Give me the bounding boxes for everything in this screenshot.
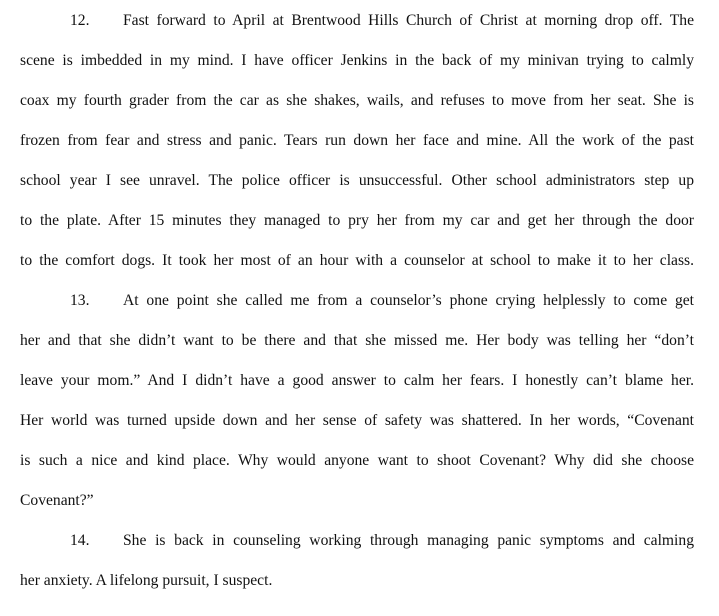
paragraph-13-line-5: is such a nice and kind place. Why would anyone want to shoot Covenant? Why did she choose [20, 452, 694, 469]
paragraph-13-line-4: Her world was turned upside down and her sense of safety was shattered. In her words, “Covenant [20, 412, 694, 429]
paragraph-12-line-7: to the comfort dogs. It took her most of an hour with a counselor at school to make it to her class. [20, 252, 694, 269]
paragraph-12-line-6: to the plate. After 15 minutes they managed to pry her from my car and get her through the door [20, 212, 694, 229]
paragraph-14-line-1: She is back in counseling working through managing panic symptoms and calming [123, 532, 694, 549]
paragraph-number-14: 14. [70, 532, 90, 549]
paragraph-12-line-5: school year I see unravel. The police officer is unsuccessful. Other school administrators step up [20, 172, 694, 189]
paragraph-13-line-1: At one point she called me from a counselor’s phone crying helplessly to come get [123, 292, 694, 309]
paragraph-13-line-3: leave your mom.” And I didn’t have a good answer to calm her fears. I honestly can’t blame her. [20, 372, 694, 389]
paragraph-12-line-4: frozen from fear and stress and panic. Tears run down her face and mine. All the work of the past [20, 132, 694, 149]
paragraph-13-line-6: Covenant?” [20, 492, 94, 509]
paragraph-number-12: 12. [70, 12, 90, 29]
paragraph-14-line-2: her anxiety. A lifelong pursuit, I suspect. [20, 572, 273, 589]
paragraph-12-line-2: scene is imbedded in my mind. I have officer Jenkins in the back of my minivan trying to calmly [20, 52, 694, 69]
paragraph-12-line-3: coax my fourth grader from the car as she shakes, wails, and refuses to move from her seat. She is [20, 92, 694, 109]
paragraph-13-line-2: her and that she didn’t want to be there and that she missed me. Her body was telling her “don’t [20, 332, 694, 349]
paragraph-number-13: 13. [70, 292, 90, 309]
paragraph-12-line-1: Fast forward to April at Brentwood Hills Church of Christ at morning drop off. The [123, 12, 694, 29]
